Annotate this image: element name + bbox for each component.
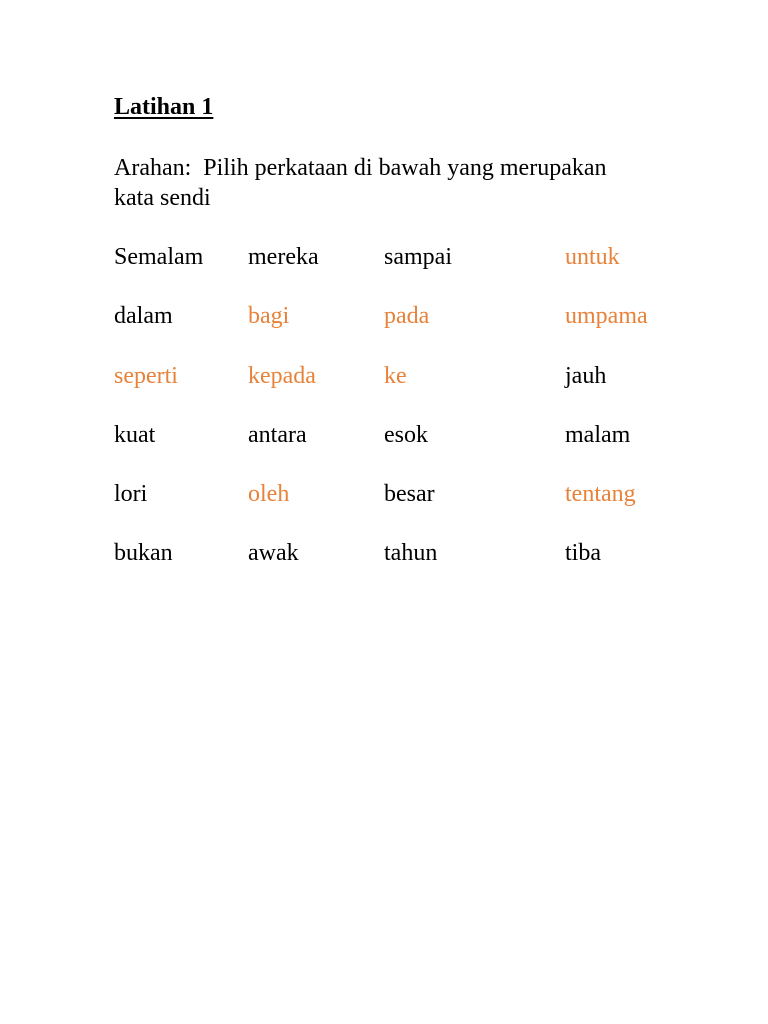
word-cell: antara [248, 421, 307, 448]
word-cell: bagi [248, 303, 290, 330]
word-cell: untuk [565, 244, 620, 270]
word-cell: kepada [248, 362, 316, 389]
word-cell: tahun [384, 540, 438, 567]
word-cell: esok [384, 421, 428, 448]
word-cell: dalam [114, 303, 173, 330]
word-cell: mereka [248, 244, 319, 270]
word-cell: jauh [565, 362, 607, 389]
word-cell: kuat [114, 421, 156, 448]
word-cell: awak [248, 540, 299, 567]
word-cell: sampai [384, 244, 452, 270]
word-cell: Semalam [114, 244, 204, 270]
word-cell: tiba [565, 540, 601, 567]
word-cell: umpama [565, 303, 648, 330]
exercise-title: Latihan 1 [114, 94, 214, 120]
word-cell: bukan [114, 540, 173, 567]
word-cell: ke [384, 362, 407, 389]
word-cell: seperti [114, 362, 178, 389]
word-cell: malam [565, 421, 631, 448]
word-cell: besar [384, 481, 435, 508]
instruction-text: Arahan: Pilih perkataan di bawah yang merupakan kata sendi [114, 155, 607, 211]
word-cell: oleh [248, 481, 290, 508]
word-cell: tentang [565, 481, 636, 508]
word-cell: lori [114, 481, 148, 508]
word-cell: pada [384, 303, 430, 330]
